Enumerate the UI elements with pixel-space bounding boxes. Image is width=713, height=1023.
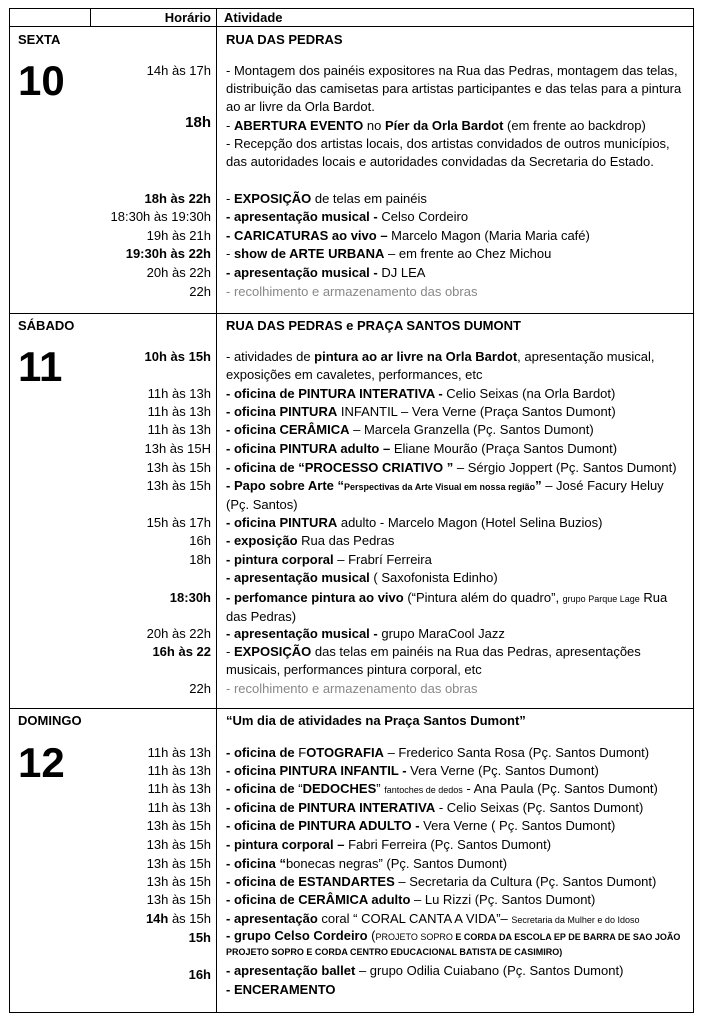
time-cell: 10h às 15h [144,349,211,364]
activity-cell: - oficina CERÂMICA – Marcela Granzella (Pç. Santos Dumont) [226,422,594,437]
activity-cell: - oficina de FOTOGRAFIA – Frederico Santa Rosa (Pç. Santos Dumont) [226,745,650,760]
activity-cell: - CARICATURAS ao vivo – Marcelo Magon (Maria Maria café) [226,228,590,243]
time-cell: 18:30h às 19:30h [110,209,211,224]
activity-cell: - oficina de PINTURA ADULTO - Vera Verne ( Pç. Santos Dumont) [226,818,616,833]
time-cell: 13h às 15h [146,818,211,833]
time-cell: 13h às 15h [146,460,211,475]
time-cell: 22h [189,681,211,696]
activity-cell: - oficina “bonecas negras” (Pç. Santos Dumont) [226,856,508,871]
day-label-domingo: DOMINGO [18,713,82,728]
time-cell: 19:30h às 22h [125,246,211,261]
header-horario: Horário [164,10,211,25]
time-cell: 16h [189,533,211,548]
activity-cell: - Papo sobre Arte “Perspectivas da Arte Visual em nossa região” – José Facury Heluy (Pç. Santos) [226,478,664,512]
column-divider-time [216,8,217,1013]
activity-cell: - EXPOSIÇÃO de telas em painéis [226,191,427,206]
activity-cell: - perfomance pintura ao vivo (“Pintura além do quadro”, grupo Parque Lage Rua das Pedras) [226,590,668,624]
time-cell: 11h às 13h [147,386,211,401]
activity-cell: - apresentação ballet – grupo Odilia Cuiabano (Pç. Santos Dumont) [226,963,624,978]
activity-cell: - recolhimento e armazenamento das obras [226,284,478,299]
day-label-sexta: SEXTA [18,32,61,47]
time-cell: 13h às 15h [146,874,211,889]
time-cell: 13h às 15H [144,441,211,456]
time-cell: 11h às 13h [147,745,211,760]
time-cell: 18:30h [169,590,211,605]
time-cell: 20h às 22h [146,626,211,641]
time-cell: 11h às 13h [147,781,211,796]
table-border-right [693,8,694,1013]
activity-cell: - oficina de “PROCESSO CRIATIVO ” – Sérgio Joppert (Pç. Santos Dumont) [226,460,677,475]
activity-cell: - oficina de CERÂMICA adulto – Lu Rizzi (Pç. Santos Dumont) [226,892,596,907]
day-number-12: 12 [18,739,65,786]
time-cell: 13h às 15h [146,837,211,852]
activity-cell: - apresentação musical - DJ LEA [226,265,426,280]
activity-cell: - pintura corporal – Fabri Ferreira (Pç. Santos Dumont) [226,837,552,852]
activity-cell: - recolhimento e armazenamento das obras [226,681,478,696]
activity-cell: - apresentação musical - grupo MaraCool Jazz [226,626,505,641]
time-cell: 16h às 22 [152,644,211,659]
activity-cell: - oficina PINTURA adulto – Eliane Mourão (Praça Santos Dumont) [226,441,618,456]
activity-cell: - oficina de “DEDOCHES” fantoches de dedos - Ana Paula (Pç. Santos Dumont) [226,781,658,796]
section-heading-sabado: RUA DAS PEDRAS e PRAÇA SANTOS DUMONT [226,318,521,333]
activity-cell: - oficina de PINTURA INTERATIVA - Celio Seixas (Pç. Santos Dumont) [226,800,644,815]
section-divider-sabado [9,313,694,314]
day-number-11: 11 [18,343,63,390]
activity-cell: - apresentação coral “ CORAL CANTA A VIDA”– Secretaria da Mulher e do Idoso [226,911,640,926]
activity-cell: - oficina PINTURA INFANTIL – Vera Verne (Praça Santos Dumont) [226,404,616,419]
activity-cell: - apresentação musical ( Saxofonista Edinho) [226,570,498,585]
activity-cell: - oficina de PINTURA INTERATIVA - Celio Seixas (na Orla Bardot) [226,386,616,401]
section-heading-sexta: RUA DAS PEDRAS [226,32,343,47]
time-cell: 16h [188,967,211,982]
time-cell: 19h às 21h [146,228,211,243]
activity-cell: - atividades de pintura ao ar livre na Orla Bardot, apresentação musical, exposições em cavaletes, performances, etc [226,349,655,382]
activity-cell: - ENCERAMENTO [226,982,336,997]
time-cell: 14h às 17h [146,63,211,78]
time-cell: 20h às 22h [146,265,211,280]
time-cell: 11h às 13h [147,763,211,778]
section-heading-domingo: “Um dia de atividades na Praça Santos Dumont” [226,713,526,728]
header-divider [9,26,694,27]
table-border-left [9,8,10,1013]
time-cell: 15h [188,930,211,945]
section-divider-domingo [9,708,694,709]
time-cell: 15h às 17h [146,515,211,530]
time-cell: 18h [185,114,211,131]
table-border-bottom [9,1012,694,1013]
activity-cell: - pintura corporal – Frabrí Ferreira [226,552,432,567]
activity-cell: - Montagem dos painéis expositores na Rua das Pedras, montagem das telas, distribuição das camisetas para artistas participantes e das telas para a pintura ao ar livre da Orla Bardot. [226,63,682,114]
activity-cell: - apresentação musical - Celso Cordeiro [226,209,469,224]
activity-cell: - oficina PINTURA INFANTIL - Vera Verne (Pç. Santos Dumont) [226,763,599,778]
time-cell: 18h [189,552,211,567]
activity-cell: - Recepção dos artistas locais, dos artistas convidados de outros municípios, das autoridades locais e autoridades convidadas da Secretaria do Estado. [226,136,670,169]
time-cell: 13h às 15h [146,856,211,871]
header-atividade: Atividade [224,10,283,25]
time-cell: 11h às 13h [147,422,211,437]
time-cell: 13h às 15h [146,478,211,493]
time-cell: 22h [189,284,211,299]
activity-cell: - exposição Rua das Pedras [226,533,395,548]
time-cell: 14h às 15h [145,911,211,926]
activity-cell: - grupo Celso Cordeiro (PROJETO SOPRO E CORDA DA ESCOLA EP DE BARRA DE SAO JOÃO PROJETO SOPRO E CORDA CENTRO EDUCACIONAL BATISTA DE CASIMIRO) [226,928,681,957]
activity-cell: - show de ARTE URBANA – em frente ao Chez Michou [226,246,552,261]
activity-cell: - EXPOSIÇÃO das telas em painéis na Rua das Pedras, apresentações musicais, performances pintura corporal, etc [226,644,641,677]
activity-cell: - oficina PINTURA adulto - Marcelo Magon (Hotel Selina Buzios) [226,515,603,530]
time-cell: 18h às 22h [144,191,211,206]
activity-cell: - ABERTURA EVENTO no Píer da Orla Bardot (em frente ao backdrop) [226,118,646,133]
day-number-10: 10 [18,57,65,104]
time-cell: 11h às 13h [147,404,211,419]
table-border-top [9,8,694,9]
time-cell: 13h às 15h [146,892,211,907]
day-label-sabado: SÁBADO [18,318,75,333]
activity-cell: - oficina de ESTANDARTES – Secretaria da Cultura (Pç. Santos Dumont) [226,874,657,889]
time-cell: 11h às 13h [147,800,211,815]
